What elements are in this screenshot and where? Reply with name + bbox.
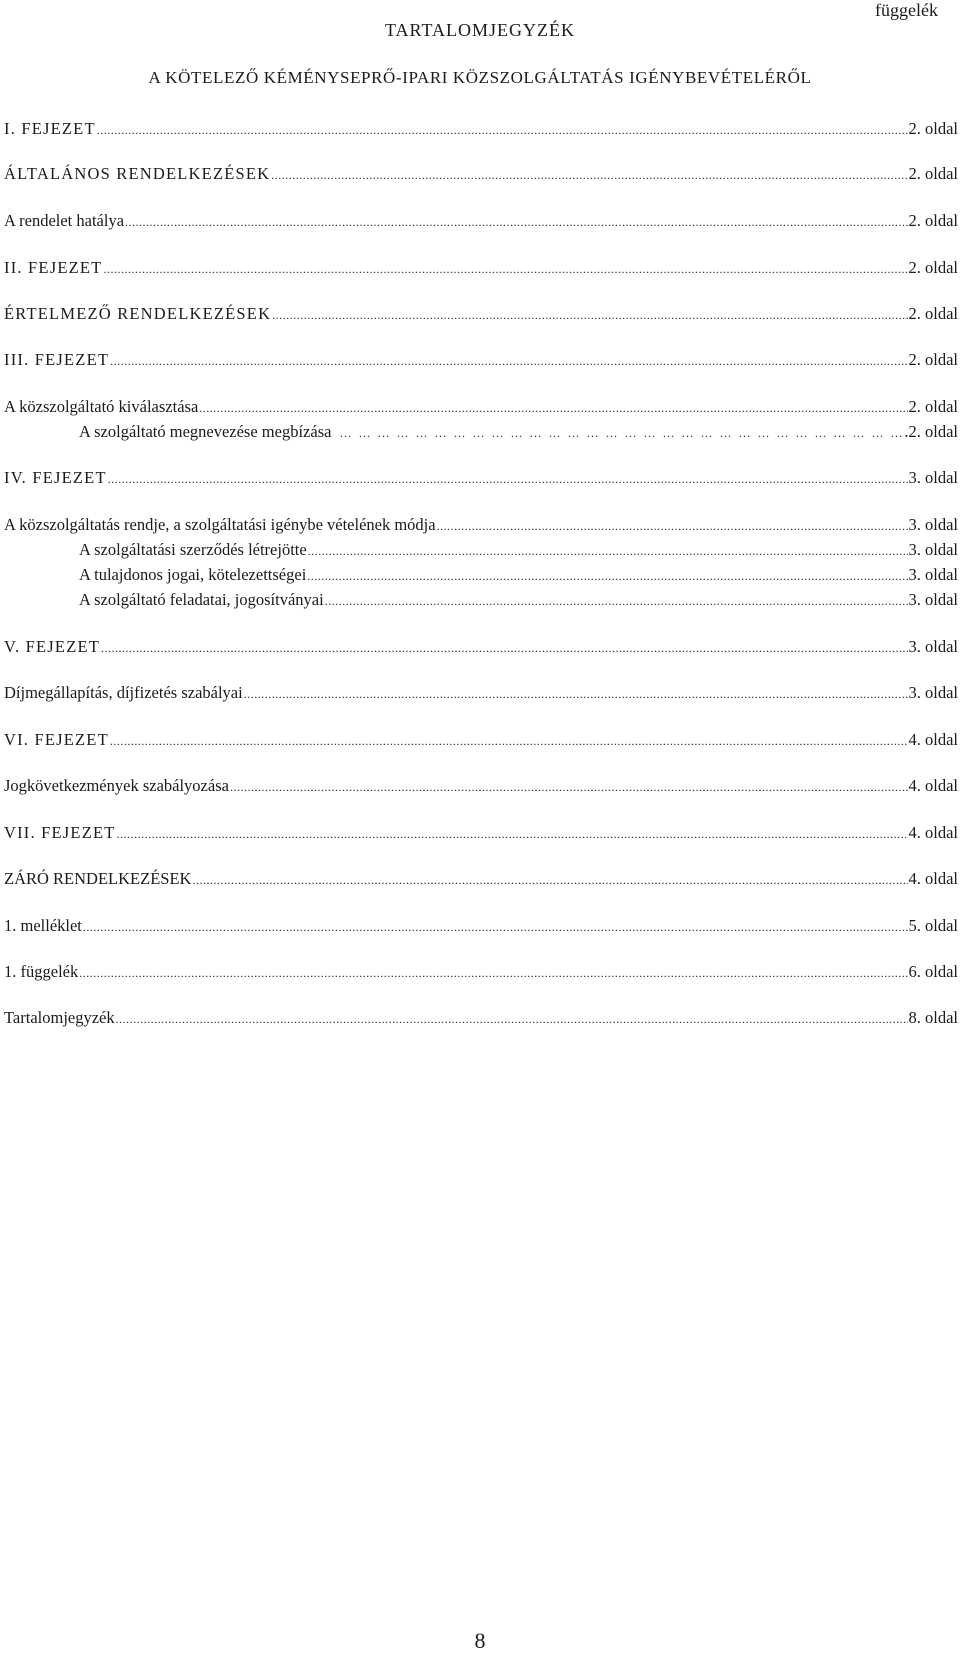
toc-entry-chapter-2[interactable] (0, 258, 960, 282)
toc-entry-chapter-4[interactable] (0, 468, 960, 492)
dot-leader (272, 308, 907, 323)
dot-leader (108, 472, 908, 487)
dot-leader (110, 354, 907, 369)
dot-leader (97, 123, 908, 138)
toc-entry-chapter-7[interactable] (0, 823, 960, 847)
toc-entry-label: Jogkövetkezmények szabályozása (4, 776, 229, 795)
toc-entry-page: 3. oldal (908, 468, 958, 487)
toc-entry-label: III. FEJEZET (4, 350, 110, 369)
dot-leader (308, 544, 908, 559)
dot-leader (79, 966, 907, 981)
toc-entry-page: 2. oldal (908, 211, 958, 230)
dot-leader (307, 569, 907, 584)
toc-entry-page: 3. oldal (908, 683, 958, 702)
dot-leader (125, 215, 907, 230)
dot-leader (437, 519, 908, 534)
toc-entry-appendix-1[interactable] (0, 962, 960, 986)
toc-entry-service-order[interactable] (0, 515, 960, 539)
dot-leader (101, 641, 907, 656)
toc-entry-page: 6. oldal (908, 962, 958, 981)
dot-leader (117, 827, 908, 842)
toc-entry-chapter-6[interactable] (0, 730, 960, 754)
toc-entry-label: A tulajdonos jogai, kötelezettségei (79, 565, 307, 584)
ellipsis-leader (339, 426, 903, 441)
toc-entry-page: 3. oldal (908, 565, 958, 584)
toc-entry-page: 2. oldal (908, 164, 958, 183)
toc-entry-label: ÁLTALÁNOS RENDELKEZÉSEK (4, 164, 271, 183)
toc-entry-chapter-5[interactable] (0, 637, 960, 661)
toc-entry-page: 4. oldal (908, 823, 958, 842)
dot-leader (230, 780, 908, 795)
toc-entry-chapter-3[interactable] (0, 350, 960, 374)
toc-entry-label: 1. függelék (4, 962, 79, 981)
toc-entry-label: A szolgáltató megnevezése megbízása (79, 422, 332, 441)
dot-leader (103, 262, 907, 277)
toc-entry-closing-provisions[interactable] (0, 869, 960, 893)
toc-entry-page: 4. oldal (908, 869, 958, 888)
dot-leader (325, 594, 908, 609)
toc-entry-page: 2. oldal (908, 397, 958, 416)
page-number: 8 (474, 1628, 486, 1653)
toc-entry-label: Tartalomjegyzék (4, 1008, 115, 1027)
toc-entry-fee-rules[interactable] (0, 683, 960, 707)
toc-entry-legal-consequences[interactable] (0, 776, 960, 800)
toc-entry-label: VII. FEJEZET (4, 823, 116, 842)
toc-entry-label: A rendelet hatálya (4, 211, 125, 230)
toc-entry-provider-naming[interactable] (0, 422, 960, 446)
dot-leader (244, 687, 908, 702)
dot-leader (116, 1012, 908, 1027)
toc-entry-page: 2. oldal (908, 350, 958, 369)
toc-entry-label: V. FEJEZET (4, 637, 101, 656)
toc-entry-label: ZÁRÓ RENDELKEZÉSEK (4, 869, 192, 888)
toc-entry-table-of-contents[interactable] (0, 1008, 960, 1032)
toc-entry-page: 5. oldal (908, 916, 958, 935)
toc-entry-label: A szolgáltatási szerződés létrejötte (79, 540, 307, 559)
toc-entry-label: IV. FEJEZET (4, 468, 107, 487)
toc-entry-page: 2. oldal (908, 304, 958, 323)
toc-entry-provider-duties[interactable] (0, 590, 960, 614)
toc-entry-page: 2. oldal (908, 258, 958, 277)
toc-entry-page: 2. oldal (908, 119, 958, 138)
toc-entry-label: A közszolgáltatás rendje, a szolgáltatási igénybe vételének módja (4, 515, 436, 534)
toc-entry-label: II. FEJEZET (4, 258, 103, 277)
dot-leader (199, 401, 907, 416)
dot-leader (110, 734, 908, 749)
toc-entry-label: ÉRTELMEZŐ RENDELKEZÉSEK (4, 304, 272, 323)
toc-entry-owner-rights[interactable] (0, 565, 960, 589)
toc-entry-annex-1[interactable] (0, 916, 960, 940)
toc-entry-label: A szolgáltató feladatai, jogosítványai (79, 590, 324, 609)
dot-leader (271, 168, 907, 183)
toc-entry-page: 4. oldal (908, 730, 958, 749)
toc-entry-page: 8. oldal (908, 1008, 958, 1027)
toc-entry-label: I. FEJEZET (4, 119, 96, 138)
toc-entry-provider-selection[interactable] (0, 397, 960, 421)
appendix-label: függelék (875, 0, 938, 20)
toc-entry-page: 4. oldal (908, 776, 958, 795)
toc-entry-page: 3. oldal (908, 540, 958, 559)
toc-entry-page: 3. oldal (908, 637, 958, 656)
toc-entry-page: 3. oldal (908, 515, 958, 534)
toc-title: TARTALOMJEGYZÉK (384, 20, 576, 40)
dot-leader (83, 920, 908, 935)
toc-entry-page: .2. oldal (904, 422, 958, 441)
toc-entry-label: 1. melléklet (4, 916, 82, 935)
toc-entry-general-provisions[interactable] (0, 164, 960, 188)
toc-entry-label: Díjmegállapítás, díjfizetés szabályai (4, 683, 243, 702)
toc-entry-page: 3. oldal (908, 590, 958, 609)
toc-entry-scope[interactable] (0, 211, 960, 235)
toc-entry-label: A közszolgáltató kiválasztása (4, 397, 199, 416)
toc-entry-service-contract[interactable] (0, 540, 960, 564)
dot-leader (192, 873, 907, 888)
toc-entry-chapter-1[interactable] (0, 119, 960, 143)
toc-entry-label: VI. FEJEZET (4, 730, 109, 749)
document-subtitle: A KÖTELEZŐ KÉMÉNYSEPRŐ-IPARI KÖZSZOLGÁLTATÁS IGÉNYBEVÉTELÉRŐL (148, 68, 812, 87)
toc-entry-definitions[interactable] (0, 304, 960, 328)
